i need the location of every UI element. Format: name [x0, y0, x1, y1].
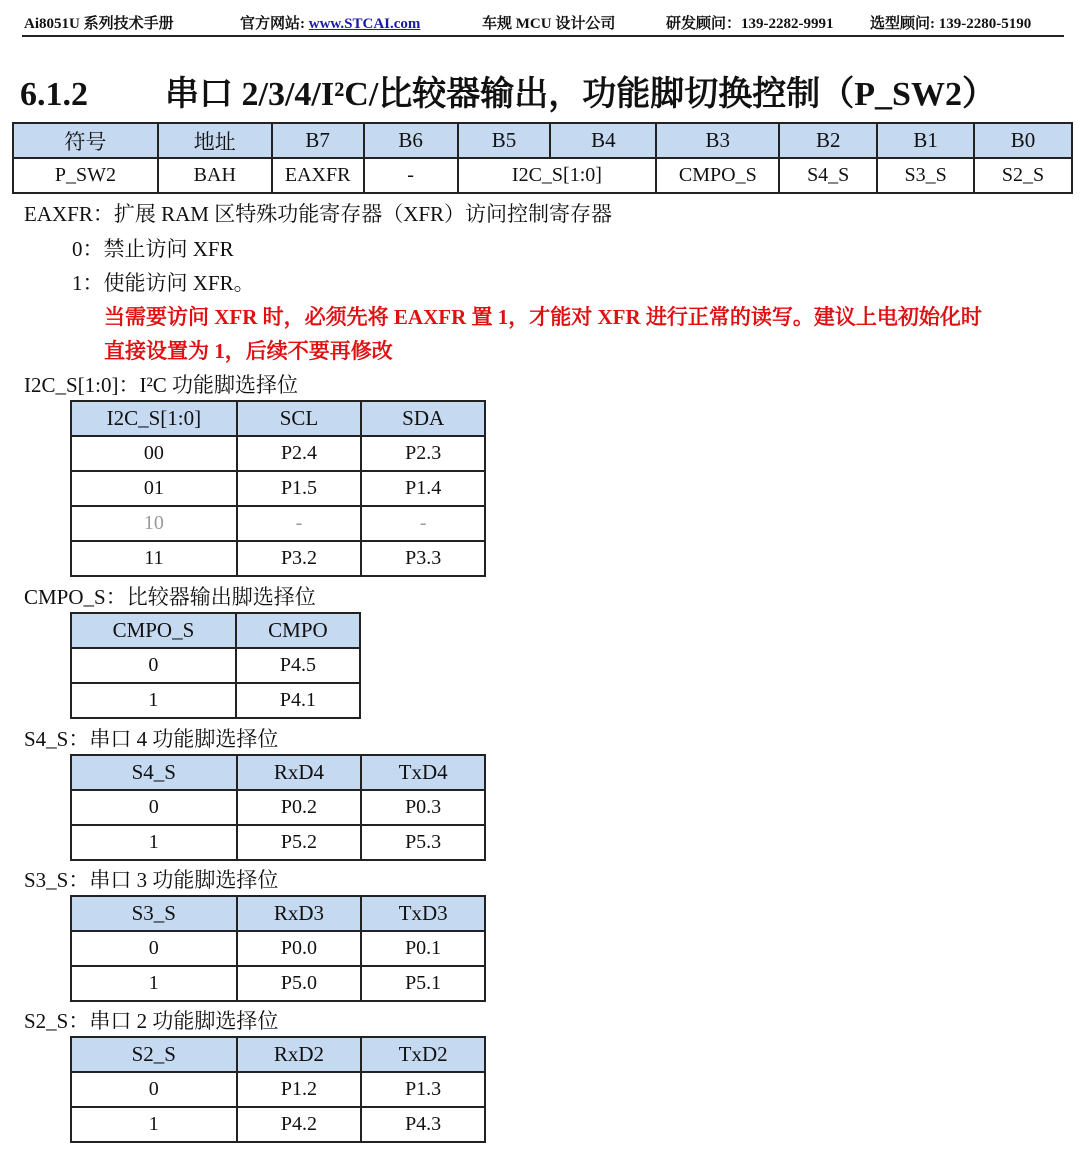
table-cell: 0: [71, 790, 237, 825]
table-header-cell: SCL: [237, 401, 362, 436]
table-cell: P4.5: [236, 648, 360, 683]
table-row: [71, 436, 485, 471]
table-header-cell: TxD2: [361, 1037, 485, 1072]
table-header-cell: CMPO: [236, 613, 360, 648]
table-header-cell: TxD4: [361, 755, 485, 790]
register-table: [12, 122, 1073, 194]
table-cell: P5.3: [361, 825, 485, 860]
table-header-row: [71, 896, 485, 931]
table-header-row: [71, 755, 485, 790]
website-link[interactable]: www.STCAI.com: [308, 16, 421, 32]
table-cell: 00: [71, 436, 237, 471]
table-cell: 11: [71, 541, 237, 576]
table-row: [71, 931, 485, 966]
table-cell: P4.1: [236, 683, 360, 718]
table-header-cell: SDA: [361, 401, 485, 436]
section-number: 6.1.2: [20, 76, 88, 113]
eaxfr-option-0: 0：禁止访问 XFR: [72, 237, 234, 261]
register-header-row: [13, 123, 1072, 158]
table-cell: 1: [71, 1107, 237, 1142]
table-cell: P4.3: [361, 1107, 485, 1142]
register-header-cell: B4: [550, 123, 656, 158]
rd-contact: 研发顾问：139-2282-9991: [666, 16, 834, 32]
table-cell: P3.3: [361, 541, 485, 576]
table-cell: 1: [71, 825, 237, 860]
register-header-cell: B1: [877, 123, 974, 158]
manual-name: Ai8051U 系列技术手册: [24, 16, 174, 32]
register-field-cell: CMPO_S: [656, 158, 779, 193]
table-row: [71, 825, 485, 860]
table-row: [71, 541, 485, 576]
cmpo-table: [70, 612, 361, 719]
register-header-cell: B7: [272, 123, 364, 158]
table-header-row: [71, 613, 360, 648]
table-row: [71, 683, 360, 718]
table-row: [71, 790, 485, 825]
website-label: 官方网站:: [240, 16, 309, 32]
s4-table: [70, 754, 486, 861]
table-header-cell: TxD3: [361, 896, 485, 931]
table-row: [71, 1072, 485, 1107]
table-header-cell: CMPO_S: [71, 613, 236, 648]
table-header-cell: S3_S: [71, 896, 237, 931]
register-header-cell: B3: [656, 123, 779, 158]
header-divider: [22, 35, 1064, 37]
register-field-cell: I2C_S[1:0]: [458, 158, 657, 193]
register-field-cell: -: [364, 158, 458, 193]
register-header-cell: 符号: [13, 123, 158, 158]
table-cell: P1.2: [237, 1072, 362, 1107]
table-row: [71, 471, 485, 506]
eaxfr-warning-line2: 直接设置为 1，后续不要再修改: [104, 339, 393, 363]
table-cell: -: [237, 506, 362, 541]
s3-label: S3_S：串口 3 功能脚选择位: [24, 868, 279, 892]
table-cell: P1.4: [361, 471, 485, 506]
sales-contact: 选型顾问: 139-2280-5190: [870, 16, 1032, 32]
register-header-cell: B5: [458, 123, 551, 158]
table-header-cell: RxD2: [237, 1037, 362, 1072]
register-header-cell: B0: [974, 123, 1072, 158]
company: 车规 MCU 设计公司: [482, 16, 616, 32]
table-cell: P1.5: [237, 471, 362, 506]
table-row: [71, 1107, 485, 1142]
eaxfr-option-1: 1：使能访问 XFR。: [72, 271, 255, 295]
s2-table: [70, 1036, 486, 1143]
register-field-cell: P_SW2: [13, 158, 158, 193]
cmpo-label: CMPO_S：比较器输出脚选择位: [24, 585, 316, 609]
table-cell: P5.2: [237, 825, 362, 860]
table-row: [71, 506, 485, 541]
table-cell: P0.0: [237, 931, 362, 966]
table-cell: 1: [71, 966, 237, 1001]
table-header-cell: I2C_S[1:0]: [71, 401, 237, 436]
table-cell: -: [361, 506, 485, 541]
register-field-cell: EAXFR: [272, 158, 364, 193]
eaxfr-label: EAXFR：扩展 RAM 区特殊功能寄存器（XFR）访问控制寄存器: [24, 202, 613, 226]
register-field-cell: S2_S: [974, 158, 1072, 193]
table-cell: P4.2: [237, 1107, 362, 1142]
table-cell: P5.1: [361, 966, 485, 1001]
register-field-cell: BAH: [158, 158, 272, 193]
register-header-cell: B2: [779, 123, 877, 158]
s3-table: [70, 895, 486, 1002]
section-heading: 串口 2/3/4/I²C/比较器输出，功能脚切换控制（P_SW2）: [165, 76, 996, 113]
table-row: [71, 966, 485, 1001]
table-cell: P0.2: [237, 790, 362, 825]
table-cell: 10: [71, 506, 237, 541]
i2c-label: I2C_S[1:0]：I²C 功能脚选择位: [24, 373, 299, 397]
table-header-cell: S4_S: [71, 755, 237, 790]
table-cell: P1.3: [361, 1072, 485, 1107]
table-cell: 01: [71, 471, 237, 506]
eaxfr-warning-line1: 当需要访问 XFR 时，必须先将 EAXFR 置 1，才能对 XFR 进行正常的读写。建议上电初始化时: [104, 305, 982, 329]
register-field-cell: S4_S: [779, 158, 877, 193]
register-header-cell: 地址: [158, 123, 272, 158]
table-cell: P3.2: [237, 541, 362, 576]
table-header-cell: S2_S: [71, 1037, 237, 1072]
table-cell: P0.1: [361, 931, 485, 966]
table-cell: 0: [71, 1072, 237, 1107]
table-header-row: [71, 401, 485, 436]
table-cell: P5.0: [237, 966, 362, 1001]
register-header-cell: B6: [364, 123, 458, 158]
i2c-table: [70, 400, 486, 577]
section-title: [20, 66, 996, 115]
s4-label: S4_S：串口 4 功能脚选择位: [24, 727, 279, 751]
table-row: [71, 648, 360, 683]
table-cell: 1: [71, 683, 236, 718]
website: [240, 12, 420, 33]
table-cell: P2.3: [361, 436, 485, 471]
table-cell: 0: [71, 648, 236, 683]
s2-label: S2_S：串口 2 功能脚选择位: [24, 1009, 279, 1033]
table-cell: 0: [71, 931, 237, 966]
table-header-row: [71, 1037, 485, 1072]
table-cell: P0.3: [361, 790, 485, 825]
register-field-cell: S3_S: [877, 158, 974, 193]
register-data-row: [13, 158, 1072, 193]
table-cell: P2.4: [237, 436, 362, 471]
table-header-cell: RxD3: [237, 896, 362, 931]
table-header-cell: RxD4: [237, 755, 362, 790]
